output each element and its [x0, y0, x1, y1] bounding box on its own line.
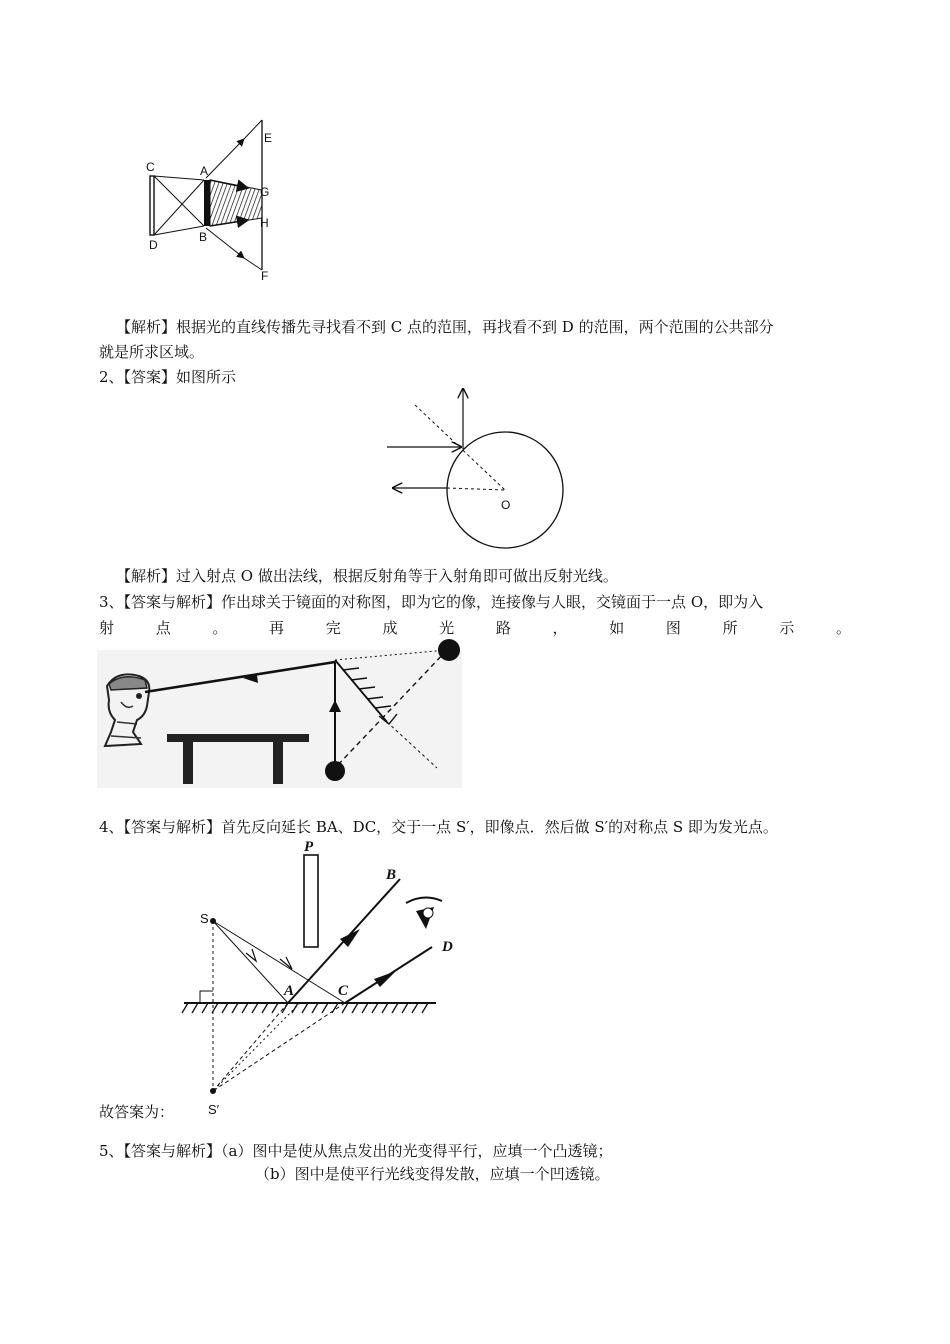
ball [438, 639, 460, 661]
char: 成 [382, 619, 398, 637]
extension-a [213, 1003, 288, 1091]
eye-icon [406, 897, 442, 929]
ray-s-to-a [213, 921, 288, 1003]
char: 图 [665, 619, 681, 637]
figure-3-mirror-scene [97, 640, 467, 790]
item1-analysis-cont: 就是所求区域。 [99, 343, 205, 361]
ray-to-e [206, 139, 244, 178]
figure-2-reflection-diagram [385, 385, 575, 555]
label-a: A [284, 983, 295, 999]
item3-line2 [99, 617, 851, 639]
label-a: A [200, 164, 209, 178]
item1-analysis: 【解析】根据光的直线传播先寻找看不到 C 点的范围，再找看不到 D 的范围，两个范围的公共部分 [116, 318, 774, 336]
ray [154, 176, 204, 226]
item3-line1: 3、【答案与解析】作出球关于镜面的对称图，即为它的像，连接像与人眼，交镜面于一点 O，即为入 [99, 593, 764, 611]
label-d: D [149, 238, 158, 252]
label-h: H [260, 216, 269, 230]
arrow-c-d [374, 971, 396, 987]
label-g: G [260, 185, 270, 199]
item5-line2: （b）图中是使平行光线变得发散，应填一个凹透镜。 [255, 1165, 610, 1183]
back-ray-dashed [447, 488, 505, 490]
object-cd [150, 176, 154, 235]
ray-to-f-ext [244, 258, 262, 270]
ray [154, 176, 204, 180]
plate-p [304, 855, 318, 947]
char: ， [552, 619, 568, 637]
extension-c [213, 1003, 345, 1091]
item5-line1: 5、【答案与解析】（a）图中是使从焦点发出的光变得平行，应填一个凸透镜； [99, 1142, 613, 1160]
label-b: B [199, 230, 208, 244]
point-s-prime [210, 1088, 216, 1094]
figure-1-shadow-diagram [140, 118, 280, 288]
figure-4-image-point-diagram [180, 835, 470, 1120]
char: 射 [99, 619, 115, 637]
extension-extra [213, 1003, 300, 1091]
obstacle-ab [204, 180, 210, 226]
item2-header: 2、【答案】如图所示 [99, 368, 237, 386]
char: 光 [439, 619, 455, 637]
char: 再 [269, 619, 285, 637]
label-p: P [304, 839, 314, 855]
label-s: S [200, 911, 209, 926]
char: 路 [495, 619, 511, 637]
ray-to-f [206, 228, 244, 258]
ray [154, 180, 204, 235]
ray-to-e-ext [244, 120, 262, 139]
char: 如 [609, 619, 625, 637]
arrow-a-b [340, 929, 360, 947]
ball-image [325, 761, 345, 781]
point-s [210, 918, 216, 924]
label-c: C [146, 160, 155, 174]
item4-answer-prefix: 故答案为： [99, 1103, 175, 1121]
shadow-region [210, 180, 262, 226]
label-s-prime: S′ [208, 1102, 220, 1117]
mirror-hatch [182, 1003, 428, 1013]
char: 点 [155, 619, 171, 637]
item2-analysis: 【解析】过入射点 O 做出法线，根据反射角等于入射角即可做出反射光线。 [116, 567, 618, 585]
label-b: B [386, 867, 397, 883]
label-o: O [501, 498, 511, 512]
label-f: F [261, 269, 269, 283]
char: 完 [325, 619, 341, 637]
right-angle-mark [200, 991, 213, 1003]
char: 。 [835, 619, 851, 637]
label-e: E [264, 131, 273, 145]
label-d: D [442, 939, 453, 955]
arrow-s-c [280, 957, 292, 969]
label-c: C [338, 983, 349, 999]
char: 所 [722, 619, 738, 637]
item4-line1: 4、【答案与解析】首先反向延长 BA、DC，交于一点 S′，即像点．然后做 S′的对称点 S 即为发光点。 [99, 818, 778, 836]
char: 示 [779, 619, 795, 637]
char: 。 [212, 619, 228, 637]
